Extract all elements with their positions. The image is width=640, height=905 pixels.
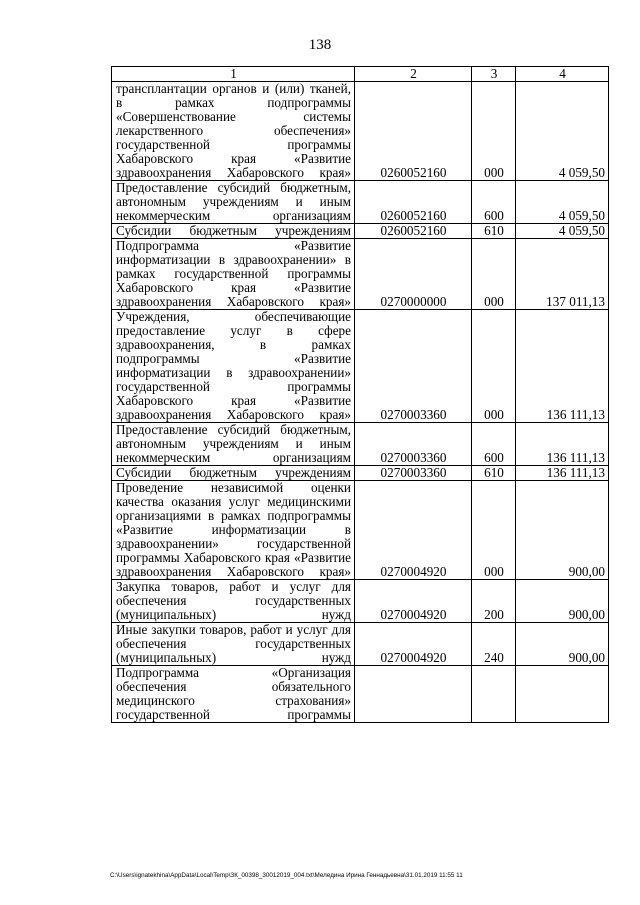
page-number: 138 — [308, 37, 332, 53]
row-csr-code: 0270000000 — [355, 239, 472, 310]
table-row — [112, 666, 609, 723]
column-header: 3 — [472, 67, 516, 82]
table-row — [112, 82, 609, 181]
row-vr-code: 200 — [472, 580, 516, 623]
row-sum: 136 111,13 — [516, 466, 609, 481]
row-sum — [516, 666, 609, 723]
row-vr-code: 000 — [472, 310, 516, 423]
row-csr-code: 0270004920 — [355, 580, 472, 623]
table-row — [112, 423, 609, 466]
row-vr-code: 600 — [472, 181, 516, 224]
column-header: 2 — [355, 67, 472, 82]
row-vr-code: 240 — [472, 623, 516, 666]
row-sum: 900,00 — [516, 580, 609, 623]
row-sum: 136 111,13 — [516, 310, 609, 423]
row-csr-code: 0260052160 — [355, 224, 472, 239]
budget-table — [111, 66, 609, 723]
row-sum: 900,00 — [516, 481, 609, 580]
row-csr-code: 0270003360 — [355, 310, 472, 423]
table-row — [112, 466, 609, 481]
row-description: Иные закупки товаров, работ и услуг для обеспечения государственных (муниципальных) нужд — [112, 623, 355, 666]
row-vr-code — [472, 666, 516, 723]
row-vr-code: 610 — [472, 224, 516, 239]
row-csr-code: 0260052160 — [355, 181, 472, 224]
row-description: Учреждения, обеспечивающие предоставление услуг в сфере здравоохранения, в рамках подпрограммы «Развитие информатизации в здравоохранении» государственной программы Хабаровского края «Развитие здравоохранения Хабаровского края» — [112, 310, 355, 423]
table-row — [112, 481, 609, 580]
row-vr-code: 610 — [472, 466, 516, 481]
row-description: Подпрограмма «Развитие информатизации в здравоохранении» в рамках государственной программы Хабаровского края «Развитие здравоохранения Хабаровского края» — [112, 239, 355, 310]
table-header-row — [112, 67, 609, 82]
row-sum: 4 059,50 — [516, 82, 609, 181]
row-description: Предоставление субсидий бюджетным, автономным учреждениям и иным некоммерческим организациям — [112, 181, 355, 224]
row-csr-code: 0270003360 — [355, 466, 472, 481]
table-row — [112, 224, 609, 239]
row-csr-code: 0270004920 — [355, 481, 472, 580]
row-vr-code: 000 — [472, 82, 516, 181]
footer-file-path: C:\Users\ignatekhina\AppData\Local\Temp\ЗК_00398_30012019_004.txt\Меледина Ирина Геннадьевна\31.01.2019 11:55 11 — [110, 872, 463, 879]
table-row — [112, 239, 609, 310]
row-csr-code — [355, 666, 472, 723]
row-description: Закупка товаров, работ и услуг для обеспечения государственных (муниципальных) нужд — [112, 580, 355, 623]
row-vr-code: 600 — [472, 423, 516, 466]
column-header: 4 — [516, 67, 609, 82]
row-vr-code: 000 — [472, 239, 516, 310]
row-vr-code: 000 — [472, 481, 516, 580]
row-description: Проведение независимой оценки качества оказания услуг медицинскими организациями в рамках подпрограммы «Развитие информатизации в здравоохранении» государственной программы Хабаровского края «Развитие здравоохранения Хабаровского края» — [112, 481, 355, 580]
column-header: 1 — [112, 67, 355, 82]
row-sum: 900,00 — [516, 623, 609, 666]
row-sum: 4 059,50 — [516, 224, 609, 239]
table-row — [112, 181, 609, 224]
table-row — [112, 310, 609, 423]
row-csr-code: 0270004920 — [355, 623, 472, 666]
row-sum: 137 011,13 — [516, 239, 609, 310]
table-row — [112, 580, 609, 623]
row-description: Предоставление субсидий бюджетным, автономным учреждениям и иным некоммерческим организациям — [112, 423, 355, 466]
row-description: Субсидии бюджетным учреждениям — [112, 224, 355, 239]
row-csr-code: 0260052160 — [355, 82, 472, 181]
row-csr-code: 0270003360 — [355, 423, 472, 466]
row-description: Субсидии бюджетным учреждениям — [112, 466, 355, 481]
row-description: Подпрограмма «Организация обеспечения обязательного медицинского страхования» государственной программы — [112, 666, 355, 723]
row-sum: 4 059,50 — [516, 181, 609, 224]
row-sum: 136 111,13 — [516, 423, 609, 466]
table-row — [112, 623, 609, 666]
row-description: трансплантации органов и (или) тканей, в рамках подпрограммы «Совершенствование системы лекарственного обеспечения» государственной программы Хабаровского края «Развитие здравоохранения Хабаровского края» — [112, 82, 355, 181]
